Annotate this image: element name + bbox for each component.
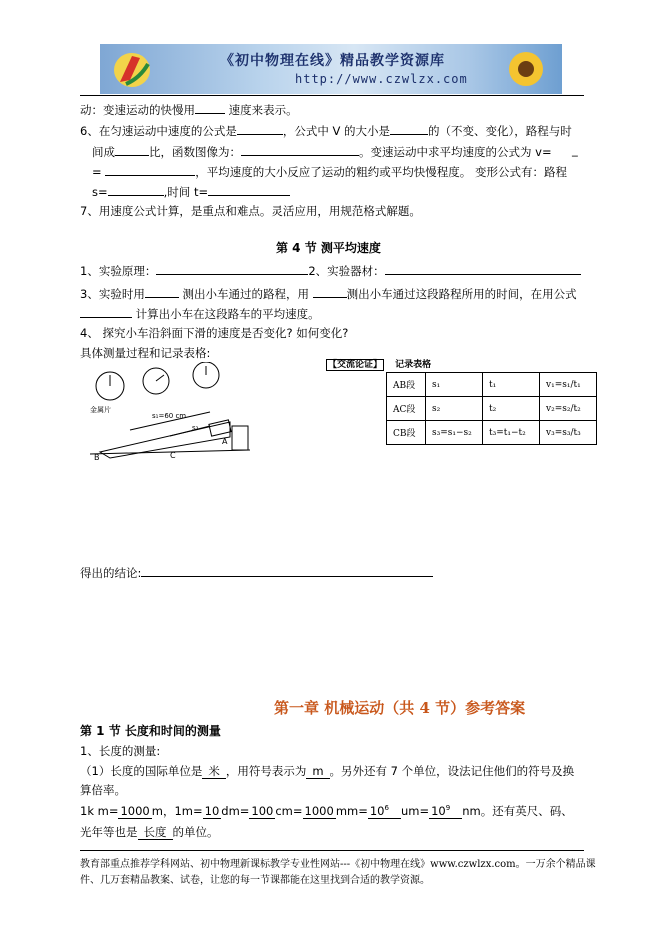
table-cell-v: v₂=s₂/t₂ xyxy=(540,397,597,421)
intro-text: 动：变速运动的快慢用 xyxy=(80,103,195,117)
table-cell-s: s₂ xyxy=(426,397,483,421)
table-row xyxy=(387,373,597,397)
section4-q4: 4、 探究小车沿斜面下滑的速度是否变化? 如何变化? xyxy=(80,326,349,340)
header-title: 《初中物理在线》精品教学资源库 xyxy=(220,53,445,69)
incline-experiment-figure xyxy=(80,362,286,462)
table-cell-seg: CB段 xyxy=(387,421,426,445)
table-cell-s: s₁ xyxy=(426,373,483,397)
item6-line3: = ，平均速度的大小反应了运动的粗约或平均快慢程度。 变形公式有：路程 xyxy=(92,165,567,179)
table-cell-seg: AC段 xyxy=(387,397,426,421)
item6-line4: s= ,时间 t= xyxy=(92,183,290,200)
intro-text-2: 速度来表示。 xyxy=(228,103,298,117)
table-cell-seg: AB段 xyxy=(387,373,426,397)
metal-plate-label: 金属片 xyxy=(90,406,111,414)
section4-q3-cont: 计算出小车在这段路车的平均速度。 xyxy=(80,305,320,322)
table-cell-v: v₃=s₃/t₃ xyxy=(540,421,597,445)
item6-line2: 间成 比，函数图像为： 。变速运动中求平均速度的公式为 v= _ xyxy=(92,143,578,159)
distance-s1-label: s₁=60 cm xyxy=(152,412,187,420)
answers-p1: （1）长度的国际单位是 米 ，用符号表示为 m 。另外还有 7 个单位，设法记住他们的符号及换 xyxy=(80,764,575,778)
sunflower-icon xyxy=(504,48,548,90)
header-banner xyxy=(100,44,562,94)
footer-line2: 件、几万套精品教案、试卷，让您的每一节课都能在这里找到合适的教学资源。 xyxy=(80,875,430,886)
header-url[interactable]: http://www.czwlzx.com xyxy=(295,72,468,86)
intro-line xyxy=(80,101,298,118)
record-table-caption: 【交流论证】 记录表格 xyxy=(328,360,432,370)
table-cell-t: t₃=t₁−t₂ xyxy=(483,421,540,445)
section4-q1q2: 1、实验原理： 2、实验器材： xyxy=(80,262,581,279)
table-cell-t: t₁ xyxy=(483,373,540,397)
answers-sub1: 1、长度的测量: xyxy=(80,744,161,758)
point-c-label: C xyxy=(170,451,176,460)
point-a-label: A xyxy=(222,437,228,446)
footer-line1: 教育部重点推荐学科网站、初中物理新课标教学专业性网站---《初中物理在线》www.czwlzx.com。一万余个精品课 xyxy=(80,859,596,870)
table-cell-v: v₁=s₁/t₁ xyxy=(540,373,597,397)
answers-p2: 光年等也是 长度 的单位。 xyxy=(80,825,219,839)
table-row xyxy=(387,397,597,421)
table-row xyxy=(387,421,597,445)
answers-sec1-title: 第 1 节 长度和时间的测量 xyxy=(80,724,221,738)
distance-s2-label: s₂ xyxy=(192,424,199,432)
section4-title: 第 4 节 测平均速度 xyxy=(276,241,381,255)
table-cell-t: t₂ xyxy=(483,397,540,421)
record-table xyxy=(386,372,597,445)
item7: 7、用速度公式计算，是重点和难点。灵活应用，用规范格式解题。 xyxy=(80,204,421,218)
answers-p1-cont: 算倍率。 xyxy=(80,783,126,797)
section4-conclusion: 得出的结论: xyxy=(80,564,433,581)
item6-line1: 6、在匀速运动中速度的公式是 ，公式中 V 的大小是 的（不变、变化），路程与时 xyxy=(80,124,572,138)
section4-q3: 3、实验时用 测出小车通过的路程，用 测出小车通过这段路程所用的时间，在用公式 xyxy=(80,287,577,301)
answers-conversion: 1k m= 1000 m，1m= 10 dm= 100 cm= 1000 $mm= 10^6$ $um= 10^9$ nm。还有英尺、码、 xyxy=(80,804,573,818)
footer-rule xyxy=(80,850,584,851)
header-rule xyxy=(80,95,584,96)
site-logo-icon xyxy=(110,48,154,90)
answers-heading: 第一章 机械运动（共 4 节）参考答案 xyxy=(274,699,526,717)
section4-process: 具体测量过程和记录表格: xyxy=(80,346,211,360)
point-b-label: B xyxy=(94,453,100,462)
table-cell-s: s₃=s₁−s₂ xyxy=(426,421,483,445)
